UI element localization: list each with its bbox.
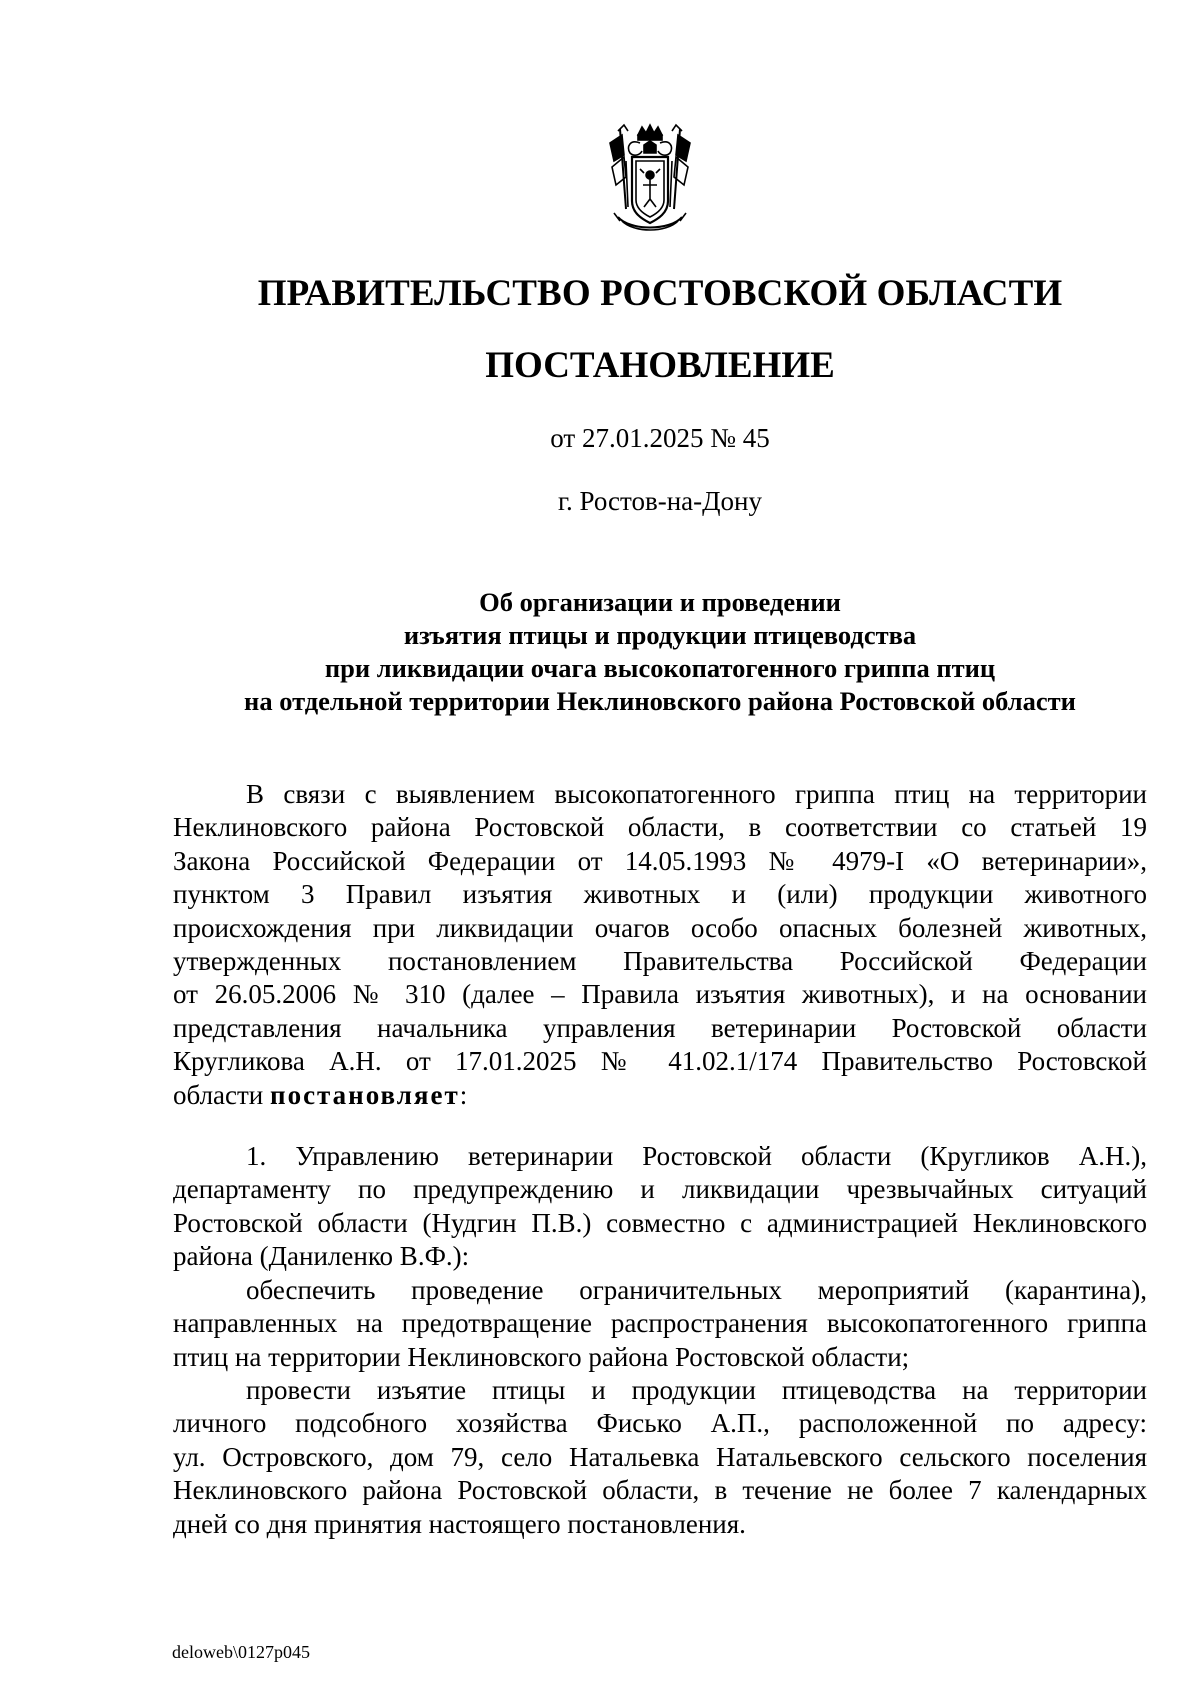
paragraph-line: 1. Управлению ветеринарии Ростовской области (Кругликов А.Н.), bbox=[246, 1141, 1147, 1171]
document-subject bbox=[170, 586, 1150, 718]
document-date-number: от 27.01.2025 № 45 bbox=[550, 423, 770, 453]
paragraph-line: Ростовской области (Нудгин П.В.) совместно с администрацией Неклиновского bbox=[173, 1207, 1147, 1238]
paragraph-line: пунктом 3 Правил изъятия животных и (или) продукции животного bbox=[173, 879, 1147, 910]
item-1-withdrawal-paragraph bbox=[173, 1374, 1147, 1541]
paragraph-line: департаменту по предупреждению и ликвидации чрезвычайных ситуаций bbox=[173, 1174, 1147, 1205]
paragraph-line: Кругликова А.Н. от 17.01.2025 № 41.02.1/174 Правительство Ростовской bbox=[173, 1046, 1147, 1077]
rostov-oblast-coat-of-arms-icon bbox=[600, 121, 700, 237]
document-type: ПОСТАНОВЛЕНИЕ bbox=[485, 345, 835, 386]
resolution-word: постановляет bbox=[270, 1079, 460, 1110]
paragraph-line: утвержденных постановлением Правительства Российской Федерации bbox=[173, 946, 1147, 977]
resolution-suffix: : bbox=[459, 1079, 468, 1110]
resolution-prefix: области bbox=[173, 1079, 271, 1110]
item-1-paragraph bbox=[173, 1140, 1147, 1274]
subject-line: Об организации и проведении bbox=[479, 587, 841, 617]
paragraph-line: В связи с выявлением высокопатогенного гриппа птиц на территории bbox=[246, 779, 1147, 809]
subject-line: на отдельной территории Неклиновского района Ростовской области bbox=[244, 686, 1076, 716]
document-city: г. Ростов-на-Дону bbox=[557, 486, 762, 516]
preamble-paragraph bbox=[173, 778, 1147, 1112]
paragraph-line: личного подсобного хозяйства Фисько А.П., расположенной по адресу: bbox=[173, 1408, 1147, 1439]
item-1-ensure-paragraph bbox=[173, 1274, 1147, 1374]
paragraph-line: района (Даниленко В.Ф.): bbox=[173, 1241, 470, 1272]
footer-document-code: deloweb\0127p045 bbox=[172, 1642, 310, 1662]
subject-line: при ликвидации очага высокопатогенного гриппа птиц bbox=[324, 653, 996, 683]
paragraph-line: направленных на предотвращение распространения высокопатогенного гриппа bbox=[173, 1308, 1147, 1339]
paragraph-line: представления начальника управления ветеринарии Ростовской области bbox=[173, 1012, 1147, 1043]
paragraph-line: Закона Российской Федерации от 14.05.1993 № 4979-I «О ветеринарии», bbox=[173, 845, 1147, 876]
paragraph-line: дней со дня принятия настоящего постановления. bbox=[173, 1508, 746, 1539]
paragraph-line: провести изъятие птицы и продукции птицеводства на территории bbox=[246, 1375, 1147, 1405]
paragraph-line: Неклиновского района Ростовской области, в соответствии со статьей 19 bbox=[173, 812, 1147, 843]
paragraph-line: ул. Островского, дом 79, село Натальевка Натальевского сельского поселения bbox=[173, 1441, 1147, 1472]
subject-line: изъятия птицы и продукции птицеводства bbox=[403, 620, 917, 650]
paragraph-line bbox=[173, 1079, 1147, 1112]
paragraph-line: птиц на территории Неклиновского района Ростовской области; bbox=[173, 1341, 910, 1372]
paragraph-line: обеспечить проведение ограничительных мероприятий (карантина), bbox=[246, 1275, 1147, 1305]
paragraph-line: от 26.05.2006 № 310 (далее – Правила изъятия животных), и на основании bbox=[173, 979, 1147, 1010]
paragraph-line: Неклиновского района Ростовской области, в течение не более 7 календарных bbox=[173, 1475, 1147, 1506]
organization-title: ПРАВИТЕЛЬСТВО РОСТОВСКОЙ ОБЛАСТИ bbox=[257, 273, 1063, 314]
paragraph-line: происхождения при ликвидации очагов особо опасных болезней животных, bbox=[173, 912, 1147, 943]
